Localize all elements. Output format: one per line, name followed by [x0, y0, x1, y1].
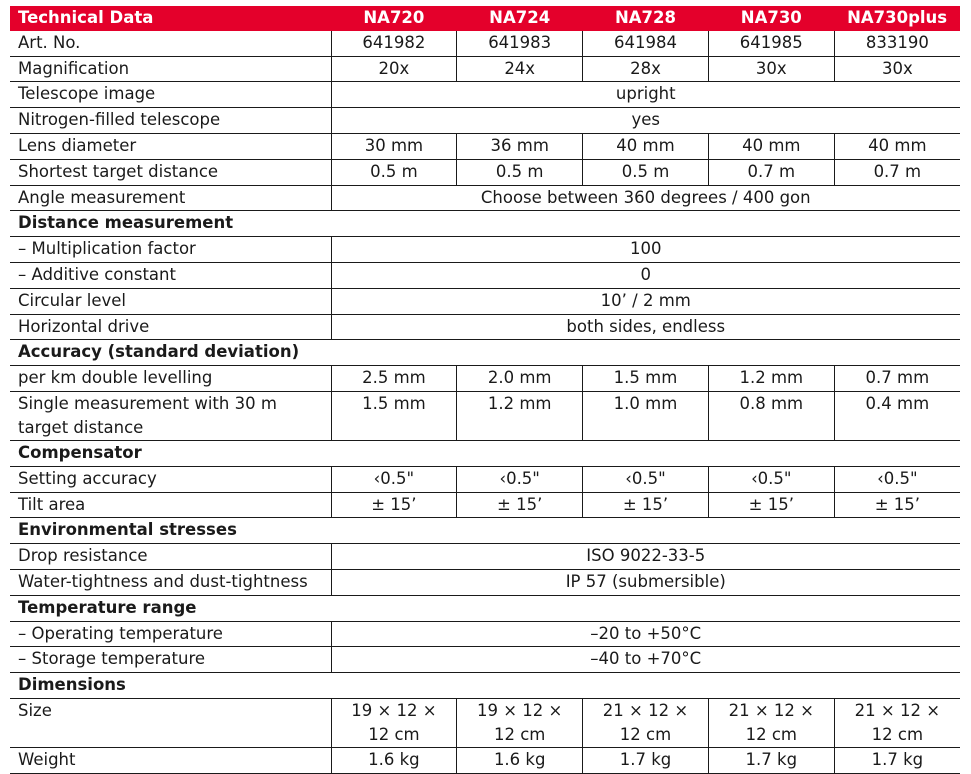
cell-value: 2.0 mm — [457, 366, 583, 392]
table-row — [10, 466, 960, 492]
cell-value: yes — [331, 108, 960, 134]
cell-value: ‹0.5" — [583, 466, 709, 492]
row-label: Water-tightness and dust-tightness — [10, 569, 331, 595]
cell-value: 0.7 mm — [834, 366, 960, 392]
technical-data-table — [10, 6, 960, 774]
cell-value: –20 to +50°C — [331, 621, 960, 647]
section-heading: Environmental stresses — [10, 518, 960, 544]
cell-value: 0.5 m — [457, 159, 583, 185]
table-title: Technical Data — [10, 6, 331, 31]
row-label: Magnification — [10, 56, 331, 82]
cell-value: 2.5 mm — [331, 366, 457, 392]
cell-value: 641983 — [457, 31, 583, 56]
section-heading: Temperature range — [10, 595, 960, 621]
row-label: – Operating temperature — [10, 621, 331, 647]
row-label: Circular level — [10, 288, 331, 314]
cell-value: 30 mm — [331, 133, 457, 159]
cell-value: ISO 9022-33-5 — [331, 544, 960, 570]
section-heading: Dimensions — [10, 673, 960, 699]
table-row — [10, 647, 960, 673]
table-row — [10, 159, 960, 185]
cell-value: ± 15’ — [457, 492, 583, 518]
cell-value: 20x — [331, 56, 457, 82]
cell-value: 1.5 mm — [331, 391, 457, 440]
model-header: NA730plus — [834, 6, 960, 31]
cell-value: 21 × 12 × 12 cm — [583, 698, 709, 747]
cell-value: 0.4 mm — [834, 391, 960, 440]
cell-value: IP 57 (submersible) — [331, 569, 960, 595]
cell-value: 1.5 mm — [583, 366, 709, 392]
cell-value: 28x — [583, 56, 709, 82]
cell-value: 0 — [331, 262, 960, 288]
cell-value: 21 × 12 × 12 cm — [708, 698, 834, 747]
header-row — [10, 6, 960, 31]
row-label: Telescope image — [10, 82, 331, 108]
cell-value: 19 × 12 × 12 cm — [457, 698, 583, 747]
table-row — [10, 366, 960, 392]
cell-value: 36 mm — [457, 133, 583, 159]
table-row — [10, 747, 960, 773]
table-row — [10, 492, 960, 518]
table-row — [10, 569, 960, 595]
model-header: NA724 — [457, 6, 583, 31]
row-label: Shortest target distance — [10, 159, 331, 185]
cell-value: 0.5 m — [583, 159, 709, 185]
row-label: Horizontal drive — [10, 314, 331, 340]
section-heading: Distance measurement — [10, 211, 960, 237]
section-heading-row — [10, 340, 960, 366]
row-label: per km double levelling — [10, 366, 331, 392]
cell-value: 30x — [834, 56, 960, 82]
cell-value: 1.2 mm — [708, 366, 834, 392]
cell-value: 0.8 mm — [708, 391, 834, 440]
cell-value: 40 mm — [708, 133, 834, 159]
table-row — [10, 391, 960, 440]
cell-value: ± 15’ — [708, 492, 834, 518]
row-label: Single measurement with 30 m target distance — [10, 391, 331, 440]
section-heading-row — [10, 440, 960, 466]
cell-value: ‹0.5" — [834, 466, 960, 492]
cell-value: 1.7 kg — [834, 747, 960, 773]
cell-value: 0.7 m — [834, 159, 960, 185]
table-row — [10, 56, 960, 82]
table-row — [10, 185, 960, 211]
row-label: Angle measurement — [10, 185, 331, 211]
table-row — [10, 698, 960, 747]
cell-value: Choose between 360 degrees / 400 gon — [331, 185, 960, 211]
section-heading-row — [10, 518, 960, 544]
row-label: Tilt area — [10, 492, 331, 518]
cell-value: 10’ / 2 mm — [331, 288, 960, 314]
cell-value: 641984 — [583, 31, 709, 56]
table-row — [10, 288, 960, 314]
cell-value: ‹0.5" — [331, 466, 457, 492]
cell-value: both sides, endless — [331, 314, 960, 340]
cell-value: 0.7 m — [708, 159, 834, 185]
cell-value: 40 mm — [834, 133, 960, 159]
table-row — [10, 237, 960, 263]
cell-value: 641985 — [708, 31, 834, 56]
cell-value: –40 to +70°C — [331, 647, 960, 673]
table-row — [10, 82, 960, 108]
cell-value: 30x — [708, 56, 834, 82]
table-row — [10, 621, 960, 647]
section-heading: Compensator — [10, 440, 960, 466]
cell-value: 21 × 12 × 12 cm — [834, 698, 960, 747]
section-heading-row — [10, 595, 960, 621]
row-label: Art. No. — [10, 31, 331, 56]
cell-value: 19 × 12 × 12 cm — [331, 698, 457, 747]
model-header: NA728 — [583, 6, 709, 31]
section-heading: Accuracy (standard deviation) — [10, 340, 960, 366]
row-label: Weight — [10, 747, 331, 773]
cell-value: ± 15’ — [583, 492, 709, 518]
row-label: Setting accuracy — [10, 466, 331, 492]
table-row — [10, 108, 960, 134]
cell-value: 0.5 m — [331, 159, 457, 185]
cell-value: 1.7 kg — [708, 747, 834, 773]
row-label: – Multiplication factor — [10, 237, 331, 263]
cell-value: 1.6 kg — [457, 747, 583, 773]
row-label: – Additive constant — [10, 262, 331, 288]
cell-value: 40 mm — [583, 133, 709, 159]
model-header: NA720 — [331, 6, 457, 31]
cell-value: ‹0.5" — [457, 466, 583, 492]
cell-value: 1.2 mm — [457, 391, 583, 440]
section-heading-row — [10, 673, 960, 699]
section-heading-row — [10, 211, 960, 237]
cell-value: 24x — [457, 56, 583, 82]
table-row — [10, 262, 960, 288]
cell-value: 833190 — [834, 31, 960, 56]
cell-value: 641982 — [331, 31, 457, 56]
model-header: NA730 — [708, 6, 834, 31]
row-label: Drop resistance — [10, 544, 331, 570]
table-row — [10, 544, 960, 570]
cell-value: 1.0 mm — [583, 391, 709, 440]
row-label: Lens diameter — [10, 133, 331, 159]
cell-value: 1.6 kg — [331, 747, 457, 773]
cell-value: ‹0.5" — [708, 466, 834, 492]
row-label: Size — [10, 698, 331, 747]
cell-value: ± 15’ — [834, 492, 960, 518]
row-label: Nitrogen-filled telescope — [10, 108, 331, 134]
cell-value: 100 — [331, 237, 960, 263]
cell-value: upright — [331, 82, 960, 108]
table-row — [10, 314, 960, 340]
row-label: – Storage temperature — [10, 647, 331, 673]
table-row — [10, 133, 960, 159]
cell-value: ± 15’ — [331, 492, 457, 518]
cell-value: 1.7 kg — [583, 747, 709, 773]
table-row — [10, 31, 960, 56]
